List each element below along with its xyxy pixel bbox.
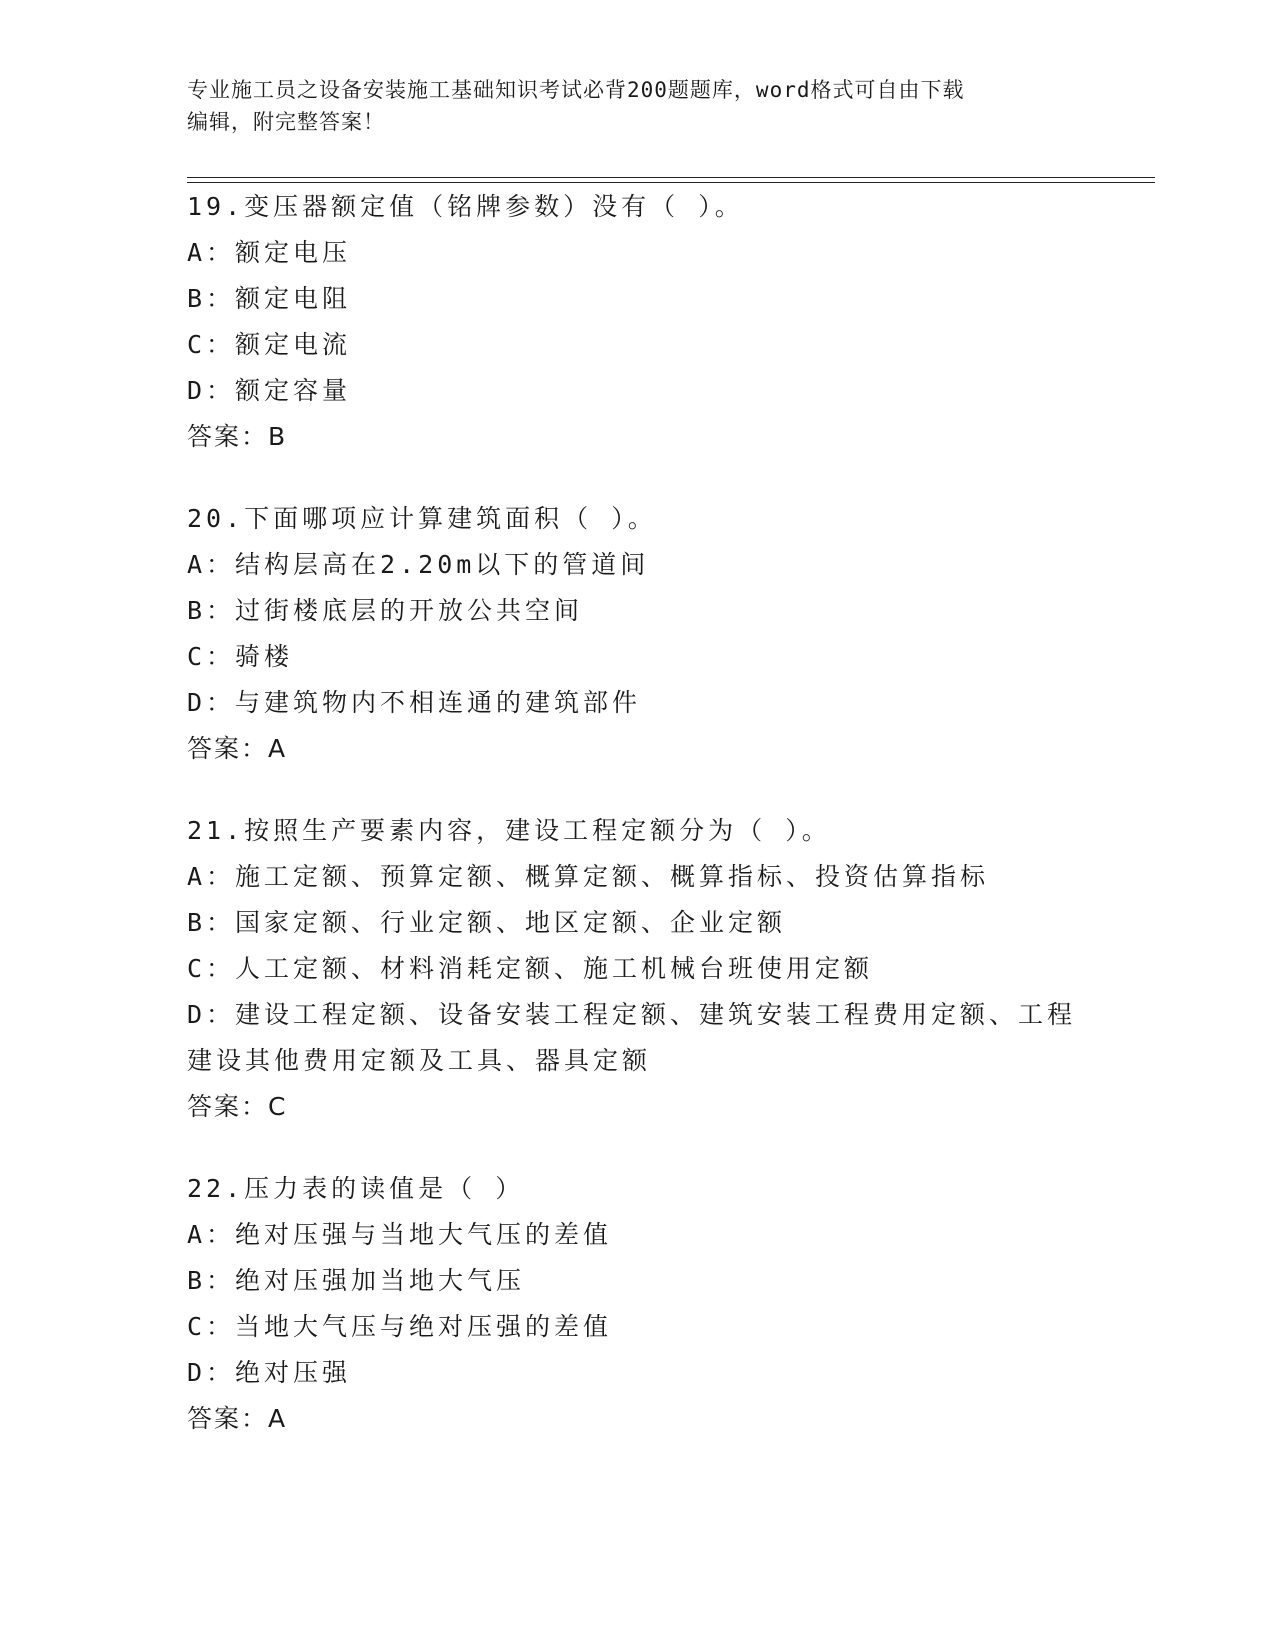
header-divider-top: [187, 177, 1155, 178]
question-stem: 22.压力表的读值是（ ）: [187, 1174, 525, 1203]
document-header: [187, 74, 1087, 138]
option-b: B：额定电阻: [187, 284, 352, 313]
header-divider-bottom: [187, 182, 1155, 183]
option-c: C：人工定额、材料消耗定额、施工机械台班使用定额: [187, 954, 874, 983]
answer-text: 答案：B: [187, 422, 288, 451]
option-b: B：绝对压强加当地大气压: [187, 1266, 526, 1295]
question-21: [187, 808, 1087, 1130]
option-b: B：国家定额、行业定额、地区定额、企业定额: [187, 908, 787, 937]
answer-text: 答案：A: [187, 734, 288, 763]
question-19: [187, 184, 1087, 460]
question-stem: 20.下面哪项应计算建筑面积（ ）。: [187, 504, 657, 533]
answer-text: 答案：A: [187, 1404, 288, 1433]
option-d: D：建设工程定额、设备安装工程定额、建筑安装工程费用定额、工程建设其他费用定额及工具、器具定额: [187, 1000, 1077, 1075]
header-title-line-1: 专业施工员之设备安装施工基础知识考试必背200题题库，word格式可自由下载: [187, 78, 965, 102]
option-d: D：绝对压强: [187, 1358, 352, 1387]
option-a: A：施工定额、预算定额、概算定额、概算指标、投资估算指标: [187, 862, 990, 891]
option-b: B：过街楼底层的开放公共空间: [187, 596, 584, 625]
question-stem: 19.变压器额定值（铭牌参数）没有（ ）。: [187, 192, 744, 221]
header-title-line-2: 编辑，附完整答案！: [187, 110, 385, 134]
question-stem: 21.按照生产要素内容，建设工程定额分为（ ）。: [187, 816, 831, 845]
option-a: A：结构层高在2.20m以下的管道间: [187, 550, 650, 579]
question-22: [187, 1166, 1087, 1442]
option-d: D：与建筑物内不相连通的建筑部件: [187, 688, 642, 717]
option-c: C：骑楼: [187, 642, 294, 671]
answer-text: 答案：C: [187, 1092, 288, 1121]
option-d: D：额定容量: [187, 376, 352, 405]
question-20: [187, 496, 1087, 772]
option-c: C：当地大气压与绝对压强的差值: [187, 1312, 613, 1341]
option-c: C：额定电流: [187, 330, 352, 359]
option-a: A：额定电压: [187, 238, 352, 267]
option-a: A：绝对压强与当地大气压的差值: [187, 1220, 613, 1249]
